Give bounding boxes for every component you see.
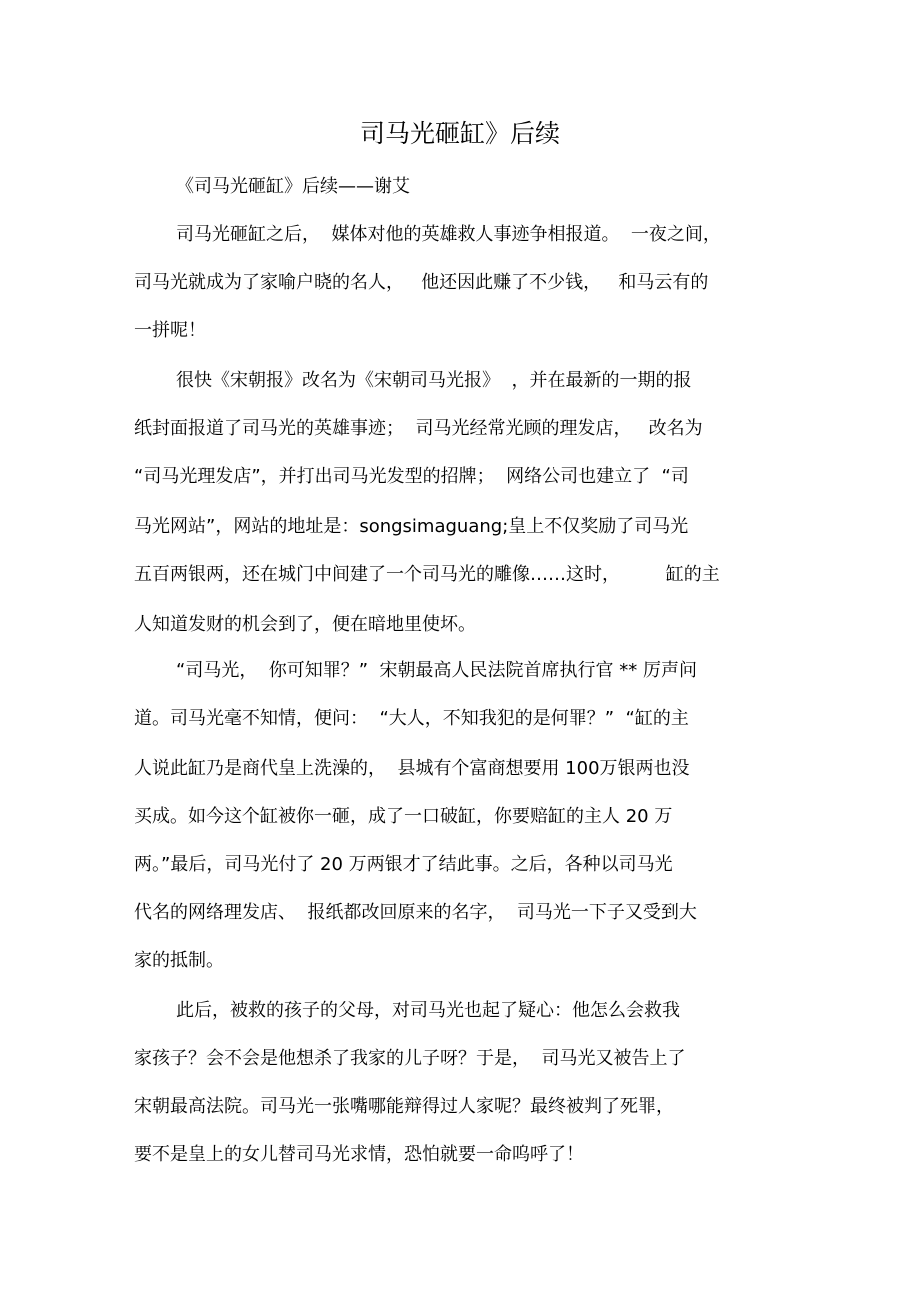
text-line: 司马光就成为了家喻户晓的名人， 他还因此赚了不少钱， 和马云有的	[134, 272, 709, 293]
text-line: 买成。如今这个缸被你一砸，成了一口破缸，你要赔缸的主人 20 万	[134, 806, 673, 827]
text-line: 很快《宋朝报》改名为《宋朝司马光报》 ，并在最新的一期的报	[176, 370, 692, 391]
text-line: 两。”最后，司马光付了 20 万两银才了结此事。之后，各种以司马光	[134, 854, 673, 875]
text-line: 家孩子？会不会是他想杀了我家的儿子呀？于是， 司马光又被告上了	[134, 1048, 686, 1069]
byline: 《司马光砸缸》后续——谢艾	[176, 176, 410, 197]
text-line: 五百两银两，还在城门中间建了一个司马光的雕像……这时， 缸的主	[134, 564, 720, 585]
text-line: “司马光理发店”，并打出司马光发型的招牌； 网络公司也建立了 “司	[134, 466, 689, 487]
text-line: 此后，被救的孩子的父母，对司马光也起了疑心：他怎么会救我	[176, 1000, 680, 1021]
text-line: 马光网站”，网站的地址是：songsimaguang;皇上不仅奖励了司马光	[134, 516, 689, 537]
text-line: 人知道发财的机会到了，便在暗地里使坏。	[134, 614, 476, 635]
text-line: 家的抵制。	[134, 950, 224, 971]
text-line: 要不是皇上的女儿替司马光求情，恐怕就要一命呜呼了！	[134, 1144, 584, 1165]
text-line: 代名的网络理发店、 报纸都改回原来的名字， 司马光一下子又受到大	[134, 902, 697, 923]
text-line: 纸封面报道了司马光的英雄事迹； 司马光经常光顾的理发店， 改名为	[134, 418, 703, 439]
document-title: 司马光砸缸》后续	[359, 119, 560, 148]
text-line: 宋朝最高法院。司马光一张嘴哪能辩得过人家呢？最终被判了死罪，	[134, 1096, 674, 1117]
text-line: 一拼呢！	[134, 320, 206, 341]
text-line: 道。司马光毫不知情，便问： “大人，不知我犯的是何罪？” “缸的主	[134, 708, 689, 729]
text-line: 人说此缸乃是商代皇上洗澡的， 县城有个富商想要用 100万银两也没	[134, 758, 690, 779]
text-line: “司马光， 你可知罪？” 宋朝最高人民法院首席执行官 ** 厉声问	[176, 660, 697, 681]
text-line: 司马光砸缸之后， 媒体对他的英雄救人事迹争相报道。 一夜之间，	[176, 224, 721, 245]
